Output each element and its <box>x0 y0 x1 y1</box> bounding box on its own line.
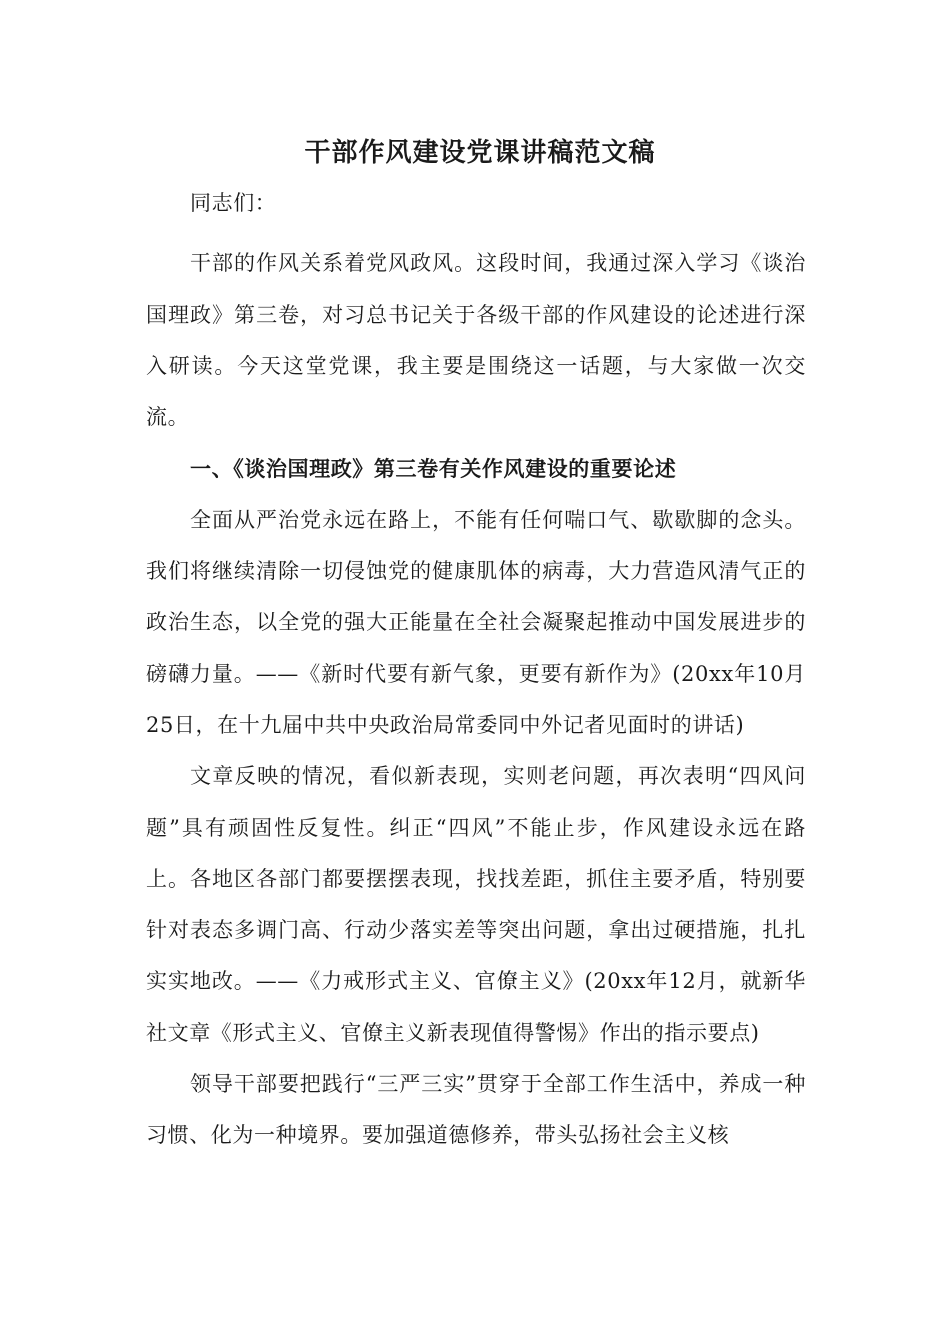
body-paragraph-3: 领导干部要把践行“三严三实”贯穿于全部工作生活中，养成一种习惯、化为一种境界。要加强道德修养，带头弘扬社会主义核 <box>146 1072 806 1148</box>
body-paragraph-2: 文章反映的情况，看似新表现，实则老问题，再次表明“四风问题”具有顽固性反复性。纠正“四风”不能止步，作风建设永远在路上。各地区各部门都要摆摆表现，找找差距，抓住主要矛盾，特别要针对表态多调门高、行动少落实差等突出问题，拿出过硬措施，扎扎实实地改。——《力戒形式主义、官僚主义》(20xx年12月，就新华社文章《形式主义、官僚主义新表现值得警惕》作出的指示要点) <box>146 764 806 1045</box>
greeting: 同志们： <box>190 191 277 215</box>
intro-paragraph: 干部的作风关系着党风政风。这段时间，我通过深入学习《谈治国理政》第三卷，对习总书记关于各级干部的作风建设的论述进行深入研读。今天这堂党课，我主要是围绕这一话题，与大家做一次交流。 <box>146 251 806 430</box>
body-paragraph-1: 全面从严治党永远在路上，不能有任何喘口气、歇歇脚的念头。我们将继续清除一切侵蚀党的健康肌体的病毒，大力营造风清气正的政治生态，以全党的强大正能量在全社会凝聚起推动中国发展进步的磅礴力量。——《新时代要有新气象，更要有新作为》(20xx年10月25日，在十九届中共中央政治局常委同中外记者见面时的讲话) <box>146 507 806 737</box>
document-page <box>146 128 806 1162</box>
section-heading: 一、《谈治国理政》第三卷有关作风建设的重要论述 <box>190 456 677 482</box>
document-title: 干部作风建设党课讲稿范文稿 <box>304 138 656 168</box>
